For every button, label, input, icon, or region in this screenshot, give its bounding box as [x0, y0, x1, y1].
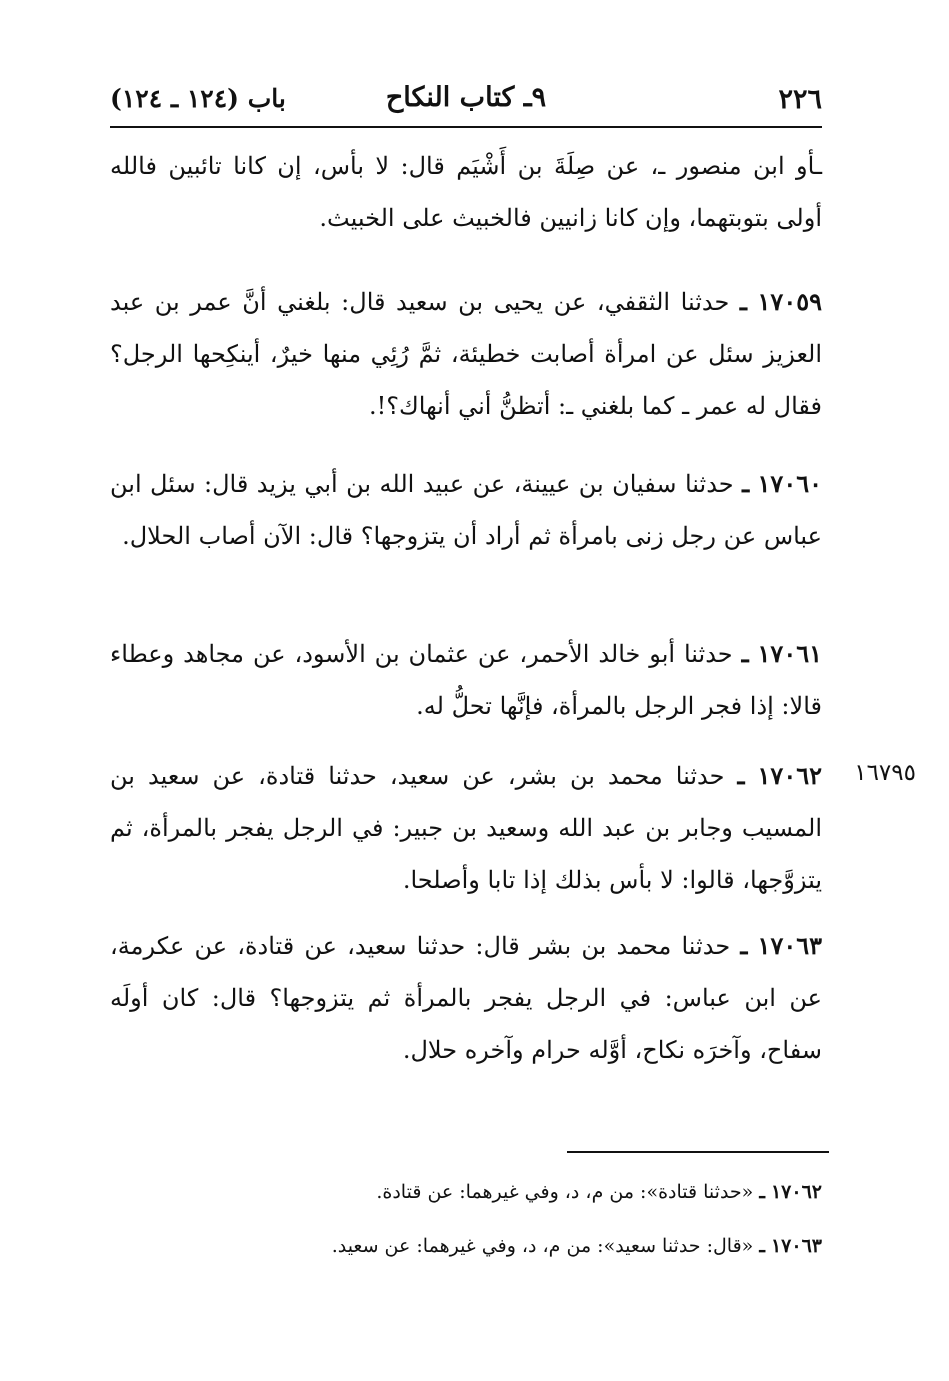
hadith-dash: ـ: [739, 287, 747, 316]
hadith-text: حدثنا سفيان بن عيينة، عن عبيد الله بن أبي يزيد قال: سئل ابن عباس عن رجل زنى بامرأة ثم أراد أن يتزوجها؟ قال: الآن أصاب الحلال.: [110, 470, 822, 550]
hadith-number: ١٧٠٦٠: [757, 469, 822, 498]
hadith-17062: [110, 750, 822, 906]
footnote-number: ١٧٠٦٢: [770, 1181, 822, 1203]
hadith-17063: [110, 920, 822, 1076]
page-header: [110, 78, 822, 122]
hadith-number: ١٧٠٦١: [757, 639, 822, 668]
footnote-rule: [567, 1151, 829, 1153]
paragraph-text: ـأو ابن منصور ـ، عن صِلَةَ بن أَشْيَم قال: لا بأس، إن كانا تائبين فالله أولى بتوبتهما، وإن كانا زانيين فالخبيث على الخبيث.: [110, 152, 822, 232]
header-rule: [110, 126, 822, 128]
chapter-range: باب (١٢٤ ـ ١٢٤): [110, 84, 286, 113]
footnote-text: «حدثنا قتادة»: من م، د، وفي غيرهما: عن قتادة.: [376, 1181, 754, 1203]
hadith-number: ١٧٠٦٢: [757, 761, 822, 790]
footnote-dash: ـ: [759, 1181, 765, 1203]
footnote-17062: [110, 1177, 822, 1207]
book-title: ٩ـ كتاب النكاح: [385, 82, 547, 113]
footnote-number: ١٧٠٦٣: [770, 1235, 822, 1257]
hadith-17060: [110, 458, 822, 562]
hadith-dash: ـ: [741, 639, 749, 668]
page-number: ٢٢٦: [778, 84, 822, 115]
margin-reference-number: ١٦٧٩٥: [854, 760, 916, 786]
hadith-text: حدثنا أبو خالد الأحمر، عن عثمان بن الأسود، عن مجاهد وعطاء قالا: إذا فجر الرجل بالمرأة، فإنَّها تحلُّ له.: [110, 640, 822, 720]
hadith-dash: ـ: [740, 931, 748, 960]
hadith-text: حدثنا محمد بن بشر، عن سعيد، حدثنا قتادة، عن سعيد بن المسيب وجابر بن عبد الله وسعيد بن جبير: في الرجل يفجر بالمرأة، ثم يتزوَّجها، قالوا: لا بأس بذلك إذا تابا وأصلحا.: [110, 762, 822, 894]
paragraph-continuation: [110, 140, 822, 244]
hadith-number: ١٧٠٥٩: [757, 287, 822, 316]
footnote-dash: ـ: [759, 1235, 765, 1257]
hadith-dash: ـ: [737, 761, 745, 790]
hadith-text: حدثنا محمد بن بشر قال: حدثنا سعيد، عن قتادة، عن عكرمة، عن ابن عباس: في الرجل يفجر بالمرأة ثم يتزوجها؟ قال: كان أولَه سفاح، وآخرَه نكاح، أوَّله حرام وآخره حلال.: [110, 932, 822, 1064]
footnote-text: «قال: حدثنا سعيد»: من م، د، وفي غيرهما: عن سعيد.: [331, 1235, 754, 1257]
hadith-text: حدثنا الثقفي، عن يحيى بن سعيد قال: بلغني أنَّ عمر بن عبد العزيز سئل عن امرأة أصابت خطيئة، ثمَّ رُئِي منها خيرٌ، أينكِحها الرجل؟ فقال له عمر ـ كما بلغني ـ: أتظنُّ أني أنهاك؟!.: [110, 288, 822, 420]
hadith-number: ١٧٠٦٣: [757, 931, 822, 960]
hadith-17059: [110, 276, 822, 432]
footnote-17063: [110, 1231, 822, 1261]
hadith-dash: ـ: [742, 469, 750, 498]
hadith-17061: [110, 628, 822, 732]
